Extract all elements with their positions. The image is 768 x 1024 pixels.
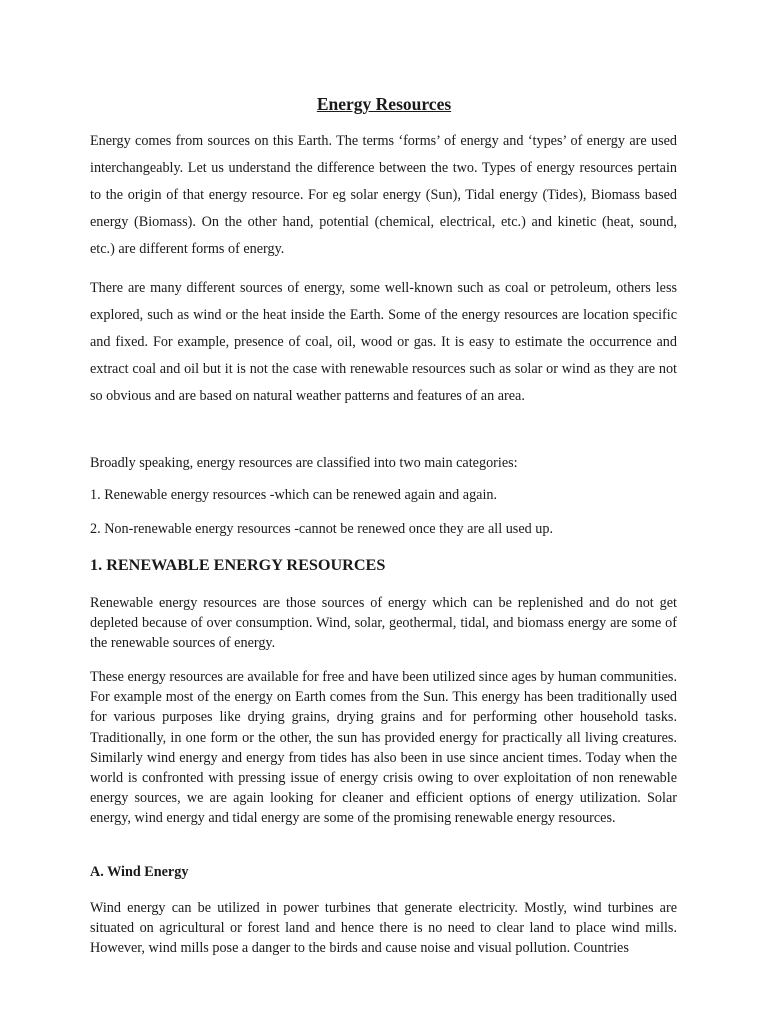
intro-paragraph-2: There are many different sources of energy, some well-known such as coal or petroleum, others less explored, such as wind or the heat inside the Earth. Some of the energy resources are location specific and fixed. For example, presence of coal, oil, wood or gas. It is easy to estimate the occurrence and extract coal and oil but it is not the case with renewable resources such as solar or wind as they are not so obvious and are based on natural weather patterns and features of an area. xyxy=(90,280,677,404)
classification-intro: Broadly speaking, energy resources are classified into two main categories: xyxy=(90,455,518,471)
wind-paragraph-1: Wind energy can be utilized in power turbines that generate electricity. Mostly, wind turbines are situated on agricultural or forest land and hence there is no need to clear land to place wind mills. However, wind mills pose a danger to the birds and cause noise and visual pollution. Countries xyxy=(90,900,677,957)
subsection-heading-wind: A. Wind Energy xyxy=(90,864,189,880)
renewable-paragraph-1: Renewable energy resources are those sources of energy which can be replenished and do not get depleted because of over consumption. Wind, solar, geothermal, tidal, and biomass energy are some of the renewable sources of energy. xyxy=(90,595,677,652)
renewable-paragraph-2: These energy resources are available for free and have been utilized since ages by human communities. For example most of the energy on Earth comes from the Sun. This energy has been traditionally used for various purposes like drying grains, drying grains and for performing other household tasks. Traditionally, in one form or the other, the sun has provided energy for practically all living creatures. Similarly wind energy and energy from tides has also been in use since ancient times. Today when the world is confronted with pressing issue of energy crisis owing to over exploitation of non renewable energy sources, we are again looking for cleaner and efficient options of energy utilization. Solar energy, wind energy and tidal energy are some of the promising renewable energy resources. xyxy=(90,669,677,827)
section-heading-renewable: 1. RENEWABLE ENERGY RESOURCES xyxy=(90,556,386,574)
document-title: Energy Resources xyxy=(316,94,452,114)
intro-paragraph-1: Energy comes from sources on this Earth. The terms ‘forms’ of energy and ‘types’ of energy are used interchangeably. Let us understand the difference between the two. Types of energy resources pertain to the origin of that energy resource. For eg solar energy (Sun), Tidal energy (Tides), Biomass based energy (Biomass). On the other hand, potential (chemical, electrical, etc.) and kinetic (heat, sound, etc.) are different forms of energy. xyxy=(90,133,677,257)
category-item-non-renewable: 2. Non-renewable energy resources -cannot be renewed once they are all used up. xyxy=(90,521,553,537)
category-item-renewable: 1. Renewable energy resources -which can be renewed again and again. xyxy=(90,487,498,503)
